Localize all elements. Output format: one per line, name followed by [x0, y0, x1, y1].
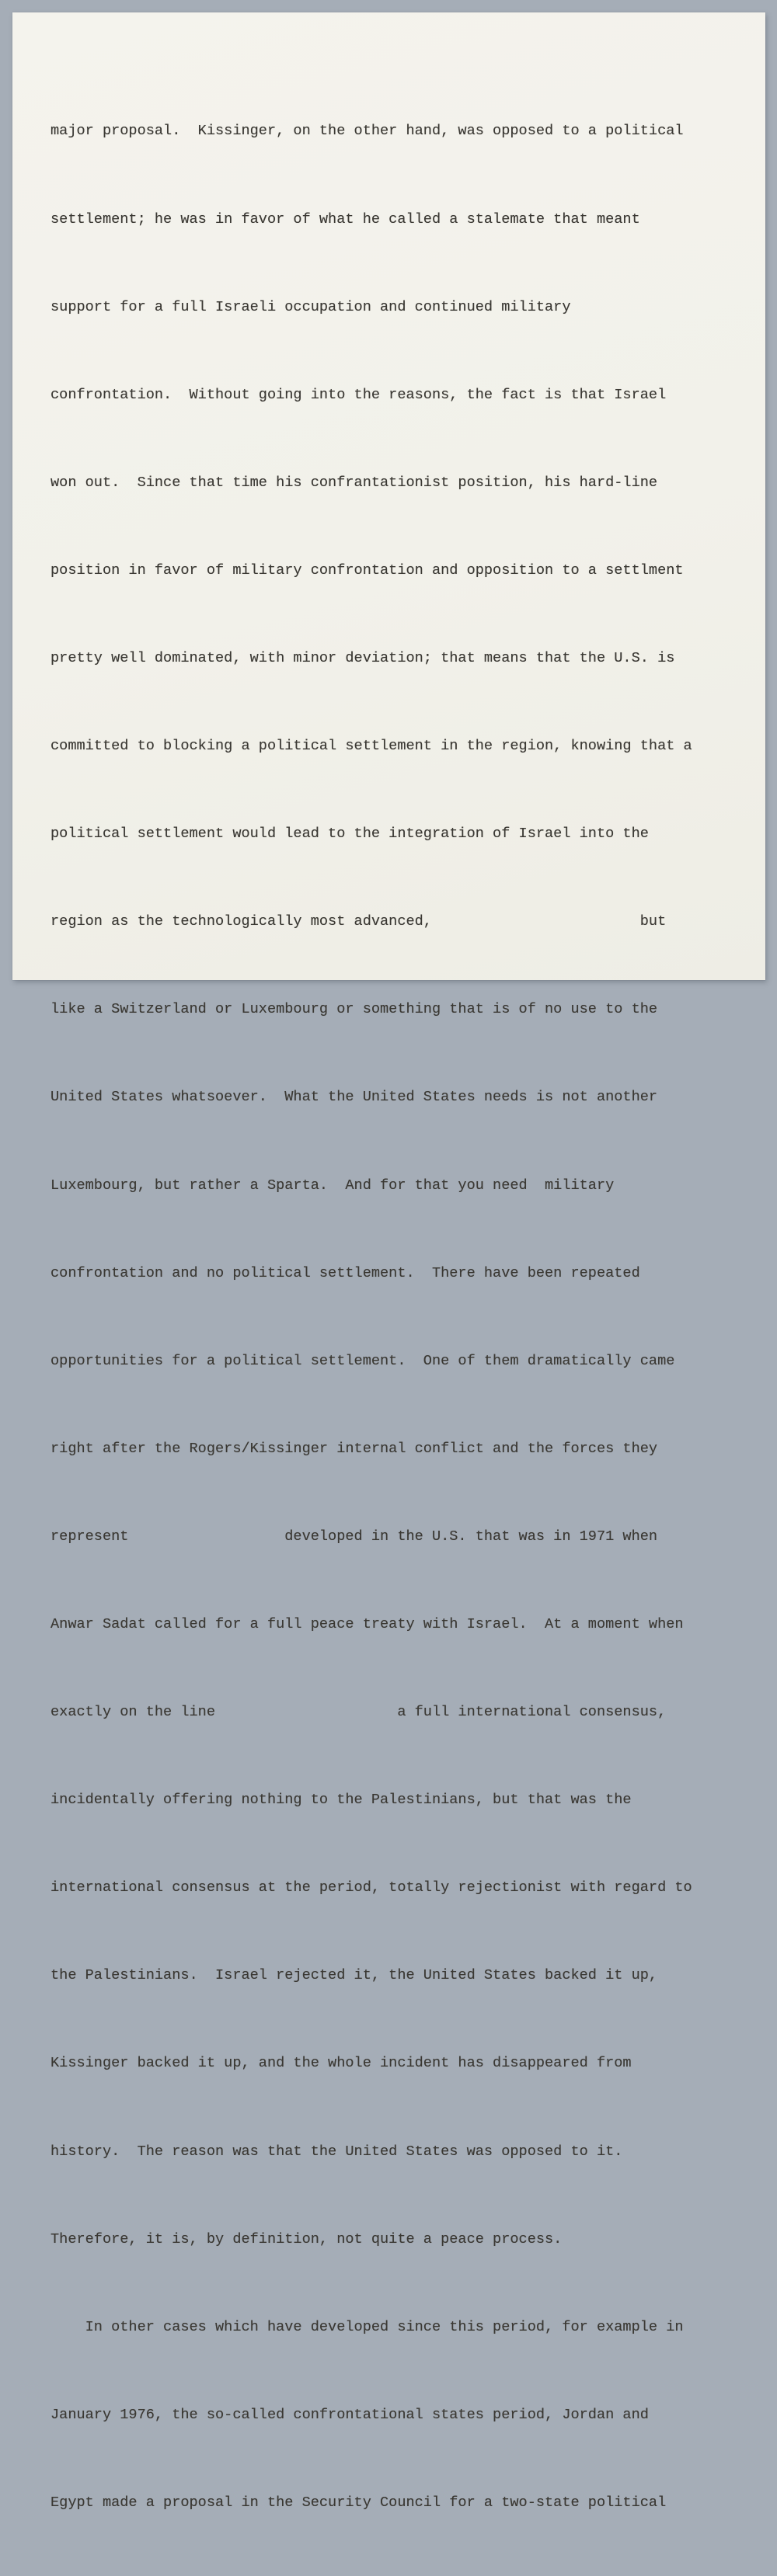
text-line: the Palestinians. Israel rejected it, the United States backed it up,	[51, 1967, 658, 1984]
typed-text-block	[51, 58, 692, 2576]
text-line: committed to blocking a political settlement in the region, knowing that a	[51, 738, 692, 755]
text-line: like a Switzerland or Luxembourg or something that is of no use to the	[51, 1001, 658, 1018]
text-line: international consensus at the period, totally rejectionist with regard to	[51, 1879, 692, 1896]
text-line: United States whatsoever. What the United States needs is not another	[51, 1089, 658, 1106]
text-line: incidentally offering nothing to the Palestinians, but that was the	[51, 1792, 632, 1809]
text-line: right after the Rogers/Kissinger internal conflict and the forces they	[51, 1440, 658, 1457]
text-line: pretty well dominated, with minor deviation; that means that the U.S. is	[51, 649, 675, 666]
text-line: region as the technologically most advanced, but	[51, 913, 667, 930]
text-line: major proposal. Kissinger, on the other hand, was opposed to a political	[51, 123, 684, 140]
text-line: Luxembourg, but rather a Sparta. And for that you need military	[51, 1177, 615, 1194]
text-line: confrontation. Without going into the reasons, the fact is that Israel	[51, 386, 667, 403]
text-line: Therefore, it is, by definition, not quite a peace process.	[51, 2230, 563, 2247]
text-line: political settlement would lead to the integration of Israel into the	[51, 826, 649, 843]
text-line: opportunities for a political settlement. One of them dramatically came	[51, 1352, 675, 1369]
text-line: exactly on the line a full international consensus,	[51, 1704, 667, 1721]
text-line: Anwar Sadat called for a full peace treaty with Israel. At a moment when	[51, 1616, 684, 1632]
text-line: support for a full Israeli occupation and continued military	[51, 298, 571, 315]
text-line: settlement; he was in favor of what he called a stalemate that meant	[51, 210, 640, 228]
text-line: Kissinger backed it up, and the whole incident has disappeared from	[51, 2055, 632, 2072]
text-line: confrontation and no political settlement. There have been repeated	[51, 1264, 640, 1281]
text-line: In other cases which have developed since this period, for example in	[51, 2318, 684, 2335]
paper-sheet	[12, 12, 765, 2511]
text-line: January 1976, the so-called confrontational states period, Jordan and	[51, 2406, 649, 2423]
text-line: won out. Since that time his confrantationist position, his hard-line	[51, 474, 658, 491]
text-line: represent developed in the U.S. that was in 1971 when	[51, 1528, 658, 1545]
text-line: history. The reason was that the United States was opposed to it.	[51, 2143, 623, 2160]
text-line: position in favor of military confrontation and opposition to a settlment	[51, 561, 684, 579]
text-line: Egypt made a proposal in the Security Council for a two-state political	[51, 2494, 667, 2511]
